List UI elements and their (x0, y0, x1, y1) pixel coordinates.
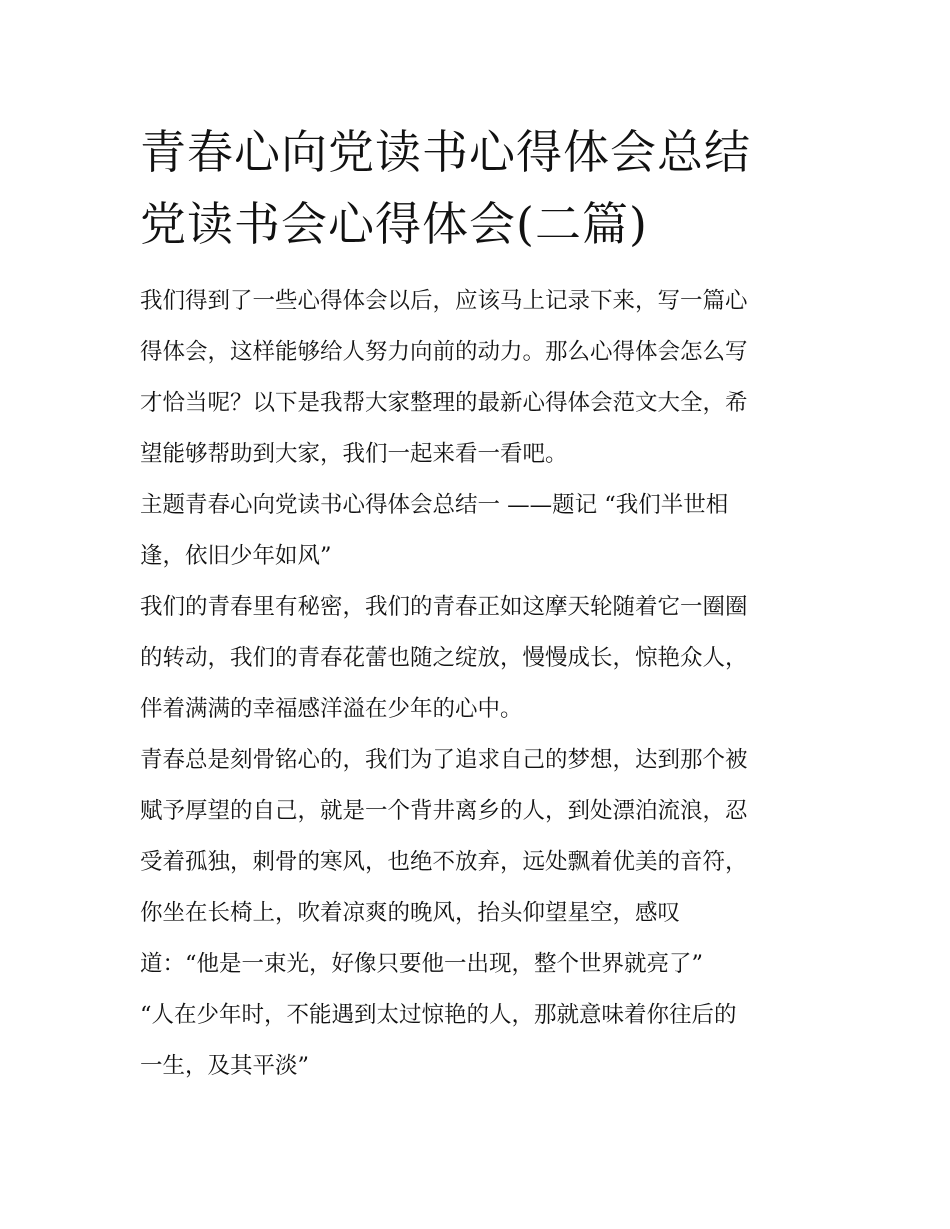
body-line: 望能够帮助到大家，我们一起来看一看吧。 (140, 441, 568, 467)
body-line: 才恰当呢？以下是我帮大家整理的最新心得体会范文大全，希 (140, 390, 748, 416)
title-line: 青春心向党读书心得体会总结 (140, 125, 751, 179)
body-line: 我们得到了一些心得体会以后，应该马上记录下来，写一篇心 (140, 288, 748, 314)
title-line: 党读书会心得体会(二篇) (140, 197, 648, 251)
body-line: 一生，及其平淡” (140, 1053, 310, 1079)
body-line: 主题青春心向党读书心得体会总结一 ——题记 “我们半世相 (140, 492, 729, 518)
body-line: 逢，依旧少年如风” (140, 543, 332, 569)
body-line: 赋予厚望的自己，就是一个背井离乡的人，到处漂泊流浪，忍 (140, 798, 748, 824)
document-body (140, 280, 820, 1096)
body-line: 得体会，这样能够给人努力向前的动力。那么心得体会怎么写 (140, 339, 748, 365)
body-line: 你坐在长椅上，吹着凉爽的晚风，抬头仰望星空，感叹 (140, 900, 681, 926)
body-line: 受着孤独，刺骨的寒风，也绝不放弃，远处飘着优美的音符， (140, 849, 748, 875)
body-line: 道：“他是一束光，好像只要他一出现，整个世界就亮了” (140, 951, 704, 977)
document-title (140, 116, 830, 260)
body-line: 伴着满满的幸福感洋溢在少年的心中。 (140, 696, 523, 722)
body-line: 青春总是刻骨铭心的，我们为了追求自己的梦想，达到那个被 (140, 747, 748, 773)
body-line: “人在少年时，不能遇到太过惊艳的人，那就意味着你往后的 (140, 1002, 737, 1028)
body-line: 的转动，我们的青春花蕾也随之绽放，慢慢成长，惊艳众人， (140, 645, 748, 671)
body-line: 我们的青春里有秘密，我们的青春正如这摩天轮随着它一圈圈 (140, 594, 748, 620)
